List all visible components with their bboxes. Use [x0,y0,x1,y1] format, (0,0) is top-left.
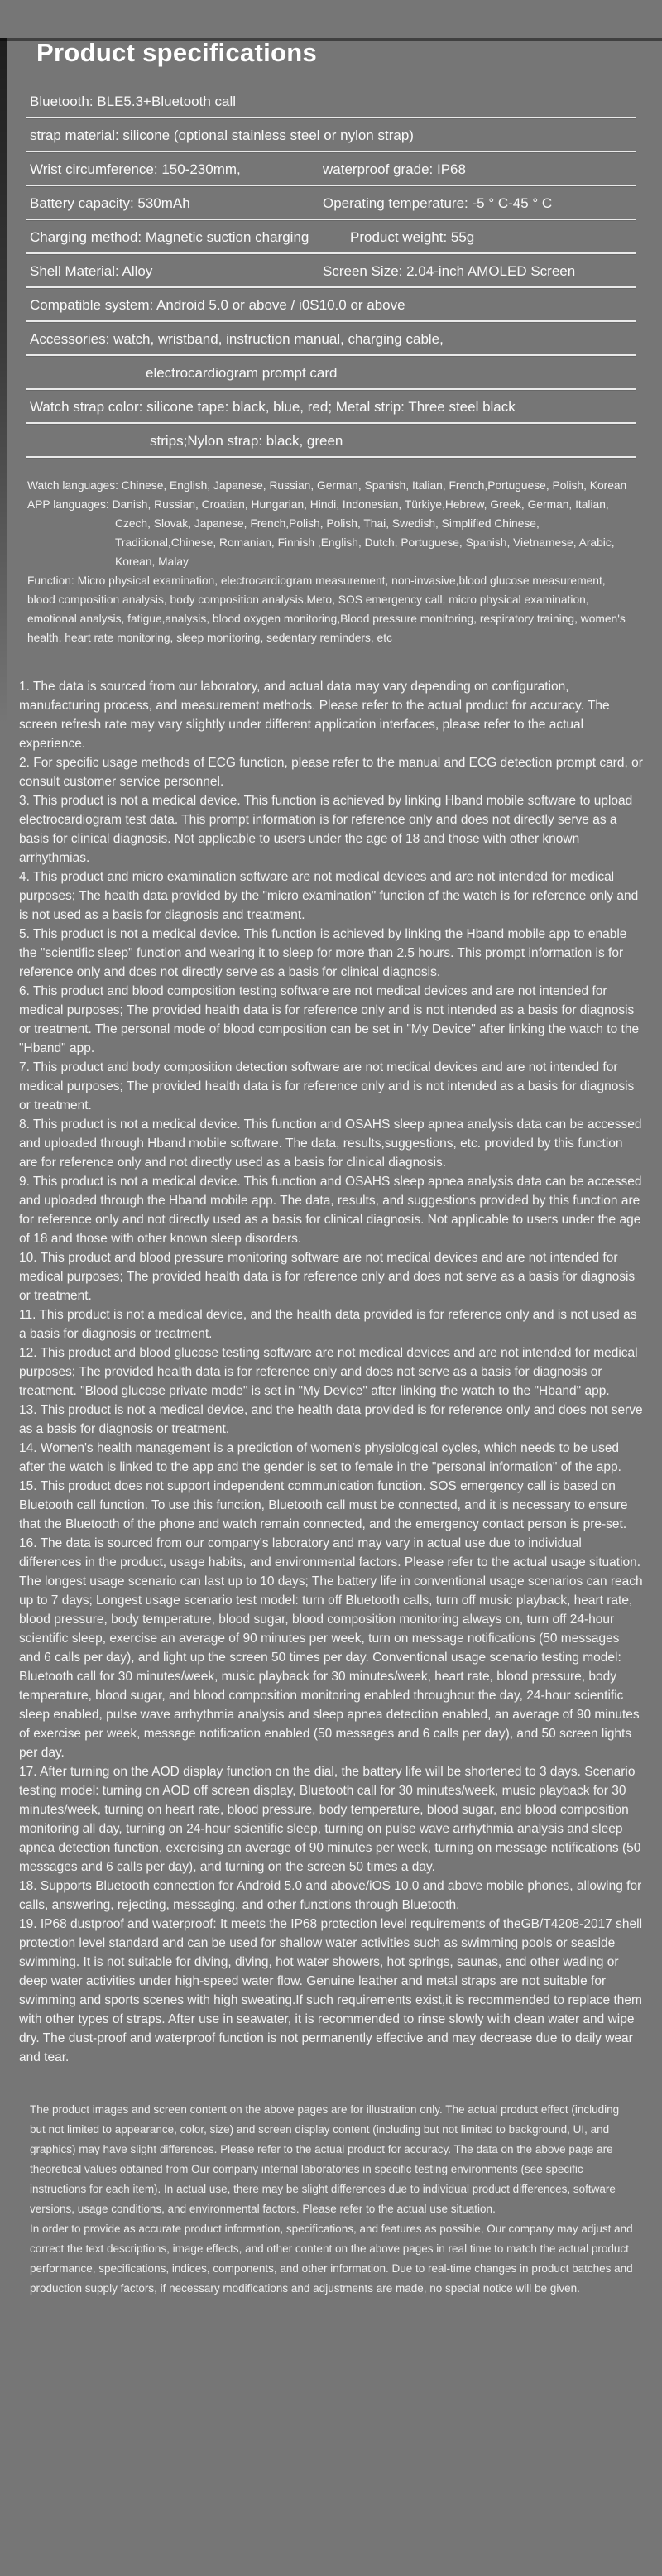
spec-value-right: waterproof grade: IP68 [323,161,466,177]
note-8: 8. This product is not a medical device. This function and OSAHS sleep apnea analysis data can be accessed and uploaded through Hband mobile software. The data, results,suggestions, etc. provided by this function are for reference only and not directly used as a basis for clinical diagnosis. [19,1117,642,1170]
spec-value-right: Product weight: 55g [350,229,475,245]
page-title: Product specifications [36,38,318,67]
spec-row-accessories-continued [26,356,636,390]
note-10: 10. This product and blood pressure monitoring software are not medical devices and are not intended for medical purposes; The provided health data is for reference only and does not serve as a basis for diagnosis or treatment. [19,1251,636,1303]
spec-value: electrocardiogram prompt card [146,365,338,381]
note-14: 14. Women's health management is a prediction of women's physiological cycles, which needs to be used after the watch is linked to the app and the gender is set to female in the "personal information" of the app. [19,1441,621,1474]
spec-value: strap material: silicone (optional stainless steel or nylon strap) [30,127,414,143]
note-17: 17. After turning on the AOD display function on the dial, the battery life will be shortened to 3 days. Scenario testing model: turning on AOD off screen display, Bluetooth call for 30 minutes/week, music playback for 30 minutes/week, turning on heart rate, blood pressure, body temperature, blood sugar, and blood composition monitoring all day, turning on 24-hour scientific sleep, turning on pulse wave arrhythmia analysis and sleep apnea detection function, exercising an average of 90 minutes per week, turning on message notifications (50 messages and 6 calls per day), and turning on the screen 50 times a day. [19,1765,641,1874]
spec-row-strap-color-continued [26,424,636,458]
spec-value: Accessories: watch, wristband, instruction manual, charging cable, [30,331,444,347]
note-9: 9. This product is not a medical device. This function and OSAHS sleep apnea analysis data can be accessed and uploaded through the Hband mobile app. The data, results, and suggestions provided by this function are for reference only and not directly used as a basis for clinical diagnosis. Not applicable to users under the age of 18 and those with other known sleep disorders. [19,1175,642,1246]
footer-paragraph-illustration: The product images and screen content on the above pages are for illustration only. The actual product effect (including but not limited to appearance, color, size) and screen display content (including but not limited to background, UI, and graphics) may have slight differences. Please refer to the actual product for accuracy. The data on the above page are theoretical values obtained from Our company internal laboratories in specific testing environments (see specific instructions for each item). In actual use, there may be slight differences due to individual product differences, software versions, usage conditions, and environmental factors. Please refer to the actual use situation. [30,2103,620,2215]
note-1: 1. The data is sourced from our laboratory, and actual data may vary depending on configuration, manufacturing process, and measurement methods. Please refer to the actual product for accuracy. The screen refresh rate may vary slightly under different application interfaces, please refer to the actual experience. [19,680,610,751]
languages-functions-block [27,476,635,647]
note-6: 6. This product and blood composition testing software are not medical devices and are not intended for medical purposes; The provided health data is for reference only and is not intended as a basis for diagnosis or treatment. The personal mode of blood composition can be set in "My Device" after linking the watch to the "Hband" app. [19,984,640,1055]
note-5: 5. This product is not a medical device. This function is achieved by linking the Hband mobile app to enable the "scientific sleep" function and wearing it to sleep for more than 2.5 hours. This prompt information is for reference only and does not directly serve as a basis for clinical diagnosis. [19,927,627,979]
spec-row-accessories [26,322,636,356]
spec-row-strap-color [26,390,636,424]
note-12: 12. This product and blood glucose testing software are not medical devices and are not intended for medical purposes; The provided health data is for reference only and does not serve as a basis for diagnosis or treatment. "Blood glucose private mode" is set in "My Device" after linking the watch to the "Hband" app. [19,1346,638,1398]
note-18: 18. Supports Bluetooth connection for Android 5.0 and above/iOS 10.0 and above mobile phones, allowing for calls, answering, rejecting, messaging, and other functions through Bluetooth. [19,1879,642,1912]
spec-table [26,84,636,458]
note-3: 3. This product is not a medical device. This function is achieved by linking Hband mobile software to upload electrocardiogram test data. This prompt information is for reference only and does not directly serve as a basis for clinical diagnosis. Not applicable to users under the age of 18 and those with other known arrhythmias. [19,794,633,865]
footer-disclaimer [30,2100,637,2299]
note-7: 7. This product and body composition detection software are not medical devices and are not intended for medical purposes; The provided health data is for reference only and is not intended as a basis for diagnosis or treatment. [19,1060,635,1113]
spec-value: Watch strap color: silicone tape: black, blue, red; Metal strip: Three steel black [30,399,516,415]
note-11: 11. This product is not a medical device, and the health data provided is for reference only and is not used as a basis for diagnosis or treatment. [19,1308,637,1341]
spec-value-left: Battery capacity: 530mAh [30,195,190,211]
note-13: 13. This product is not a medical device, and the health data provided is for reference only and does not serve as a basis for diagnosis or treatment. [19,1403,643,1436]
spec-row-compatible-system [26,288,636,322]
spec-row-shell-screen [26,254,636,288]
spec-value-left: Wrist circumference: 150-230mm, [30,161,241,177]
spec-row-strap-material [26,118,636,152]
functions-list: Function: Micro physical examination, electrocardiogram measurement, non-invasive,blood glucose measurement, blood composition analysis, body composition analysis,Meto, SOS emergency call, micro physical examination, emotional analysis, fatigue,analysis, blood oxygen monitoring,Blood pressure monitoring, respiratory training, women's health, heart rate monitoring, sleep monitoring, sedentary reminders, etc [27,574,626,644]
spec-row-battery-temperature [26,186,636,220]
note-4: 4. This product and micro examination software are not medical devices and are not intended for medical purposes; The health data provided by the "micro examination" function of the watch is for reference only and is not used as a basis for diagnosis and treatment. [19,870,639,922]
note-2: 2. For specific usage methods of ECG function, please refer to the manual and ECG detection prompt card, or consult customer service personnel. [19,756,643,789]
note-19: 19. IP68 dustproof and waterproof: It meets the IP68 protection level requirements of theGB/T4208-2017 shell protection level standard and can be used for shallow water activities such as swimming pools or seaside swimming. It is not suitable for diving, diving, hot water showers, hot springs, saunas, and other wading or deep water activities under high-speed water flow. Genuine leather and metal straps are not suitable for swimming and sports scenes with high sweating.If such requirements exist,it is recommended to replace them with other types of straps. After use in seawater, it is recommended to rinse slowly with clean water and wipe dry. The dust-proof and waterproof function is not permanently effective and may decrease due to daily wear and tear. [19,1917,643,2064]
note-16: 16. The data is sourced from our company's laboratory and may vary in actual use due to individual differences in the product, usage habits, and environmental factors. Please refer to the actual usage situation. The longest usage scenario can last up to 10 days; The battery life in conventional usage scenarios can reach up to 7 days; Longest usage scenario test model: turn off Bluetooth calls, turn off music playback, heart rate, blood pressure, body temperature, blood sugar, blood composition monitoring always on, turn off 24-hour scientific sleep, exercise an average of 90 minutes per week, turn on message notifications (50 messages and 6 calls per day), and light up the screen 50 times per day. Conventional usage scenario testing model: Bluetooth call for 30 minutes/week, music playback for 30 minutes/week, heart rate, blood pressure, body temperature, blood sugar, and blood composition monitoring enabled throughout the day, 24-hour scientific sleep enabled, pulse wave arrhythmia analysis and sleep apnea detection enabled, an average of 90 minutes of exercise per week, message notification enabled (50 messages and 6 calls per day), and 50 screen lights per day. [19,1536,643,1760]
spec-sheet [0,38,662,2299]
note-15: 15. This product does not support independent communication function. SOS emergency call is based on Bluetooth call function. To use this function, Bluetooth call must be connected, and it is necessary to ensure that the Bluetooth of the phone and watch remain connected, and the emergency contact person is pre-set. [19,1479,628,1531]
page-edge-top-shadow [0,38,662,41]
spec-value: strips;Nylon strap: black, green [150,433,343,449]
watch-languages: Watch languages: Chinese, English, Japanese, Russian, German, Spanish, Italian, French,Portuguese, Polish, Korean [27,479,627,492]
spec-value-left: Shell Material: Alloy [30,263,153,279]
page-edge-left-shadow [0,38,7,725]
spec-row-wrist-waterproof [26,152,636,186]
app-languages: APP languages: Danish, Russian, Croatian, Hungarian, Hindi, Indonesian, Türkiye,Hebrew, Greek, German, Italian, Czech, Slovak, Japanese, French,Polish, Polish, Thai, Swedish, Simplified Chinese, Traditional,Chinese, Romanian, Finnish ,English, Dutch, Portuguese, Spanish, Vietnamese, Arabic, Korean, Malay [27,498,615,568]
spec-value: Compatible system: Android 5.0 or above / i0S10.0 or above [30,297,405,313]
disclaimer-notes [19,677,643,2067]
spec-row-charging-weight [26,220,636,254]
spec-value-right: Screen Size: 2.04-inch AMOLED Screen [323,263,576,279]
spec-value: Bluetooth: BLE5.3+Bluetooth call [30,94,237,109]
spec-value-right: Operating temperature: -5 ° C-45 ° C [323,195,553,211]
footer-paragraph-adjustments: In order to provide as accurate product information, specifications, and features as possible, Our company may adjust and correct the text descriptions, image effects, and other content on the above pages in real time to match the actual product performance, specifications, indices, components, and other information. Due to real-time changes in product batches and production supply factors, if necessary modifications and adjustments are made, no special notice will be given. [30,2223,633,2295]
spec-value-left: Charging method: Magnetic suction charging [30,229,309,245]
spec-row-bluetooth [26,84,636,118]
